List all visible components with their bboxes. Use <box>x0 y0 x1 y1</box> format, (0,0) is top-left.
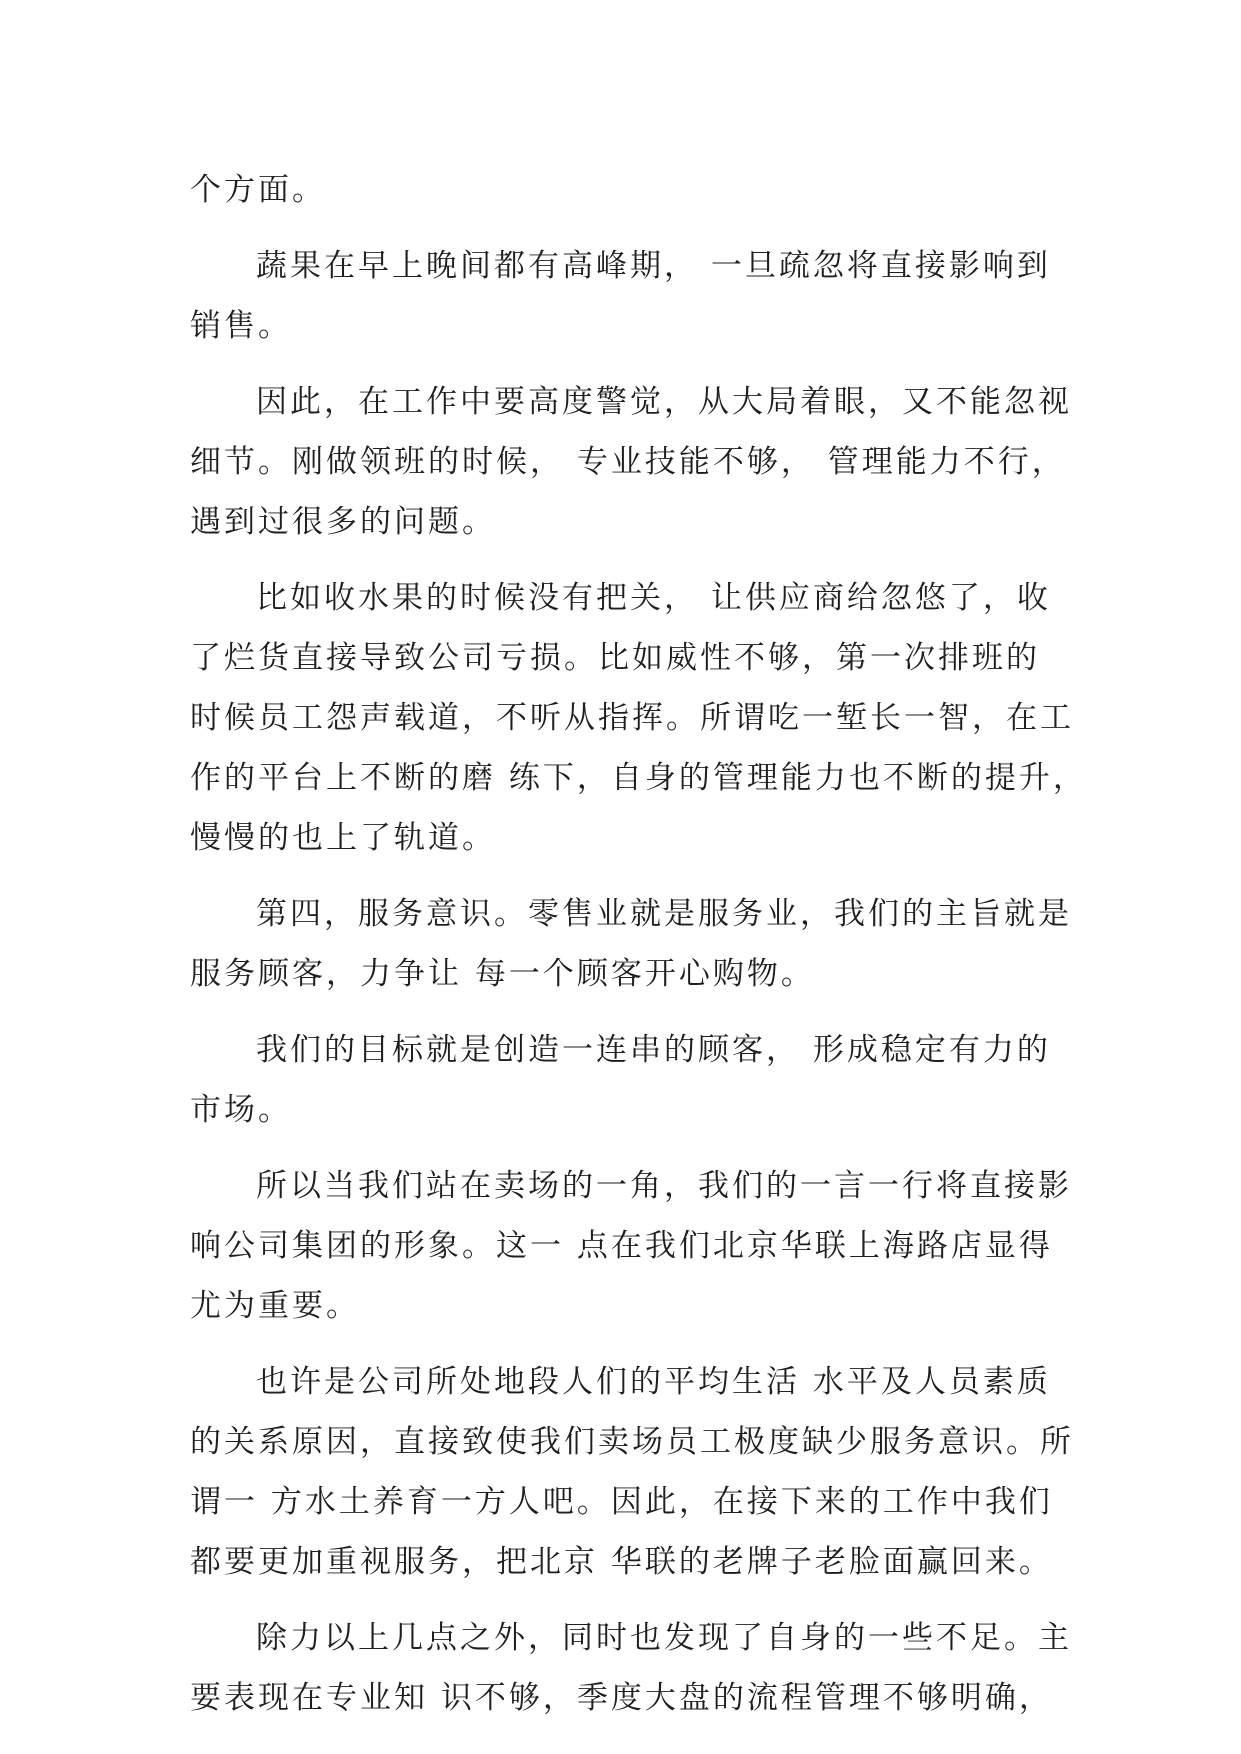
text-line: 市场。 <box>190 1092 292 1128</box>
text-line: 销售。 <box>190 308 292 344</box>
paragraph <box>190 568 1087 868</box>
text-line: 个方面。 <box>190 172 326 208</box>
paragraph <box>190 1608 1070 1728</box>
paragraph <box>190 372 1070 552</box>
text-line: 细节。刚做领班的时候， 专业技能不够， 管理能力不行， <box>190 444 1066 480</box>
text-line: 第四，服务意识。零售业就是服务业，我们的主旨就是 <box>256 896 1072 932</box>
text-line: 慢慢的也上了轨道。 <box>190 820 496 856</box>
text-line: 了烂货直接导致公司亏损。比如威性不够，第一次排班的 <box>190 640 1040 676</box>
paragraph <box>190 160 1070 220</box>
paragraph <box>190 1156 1070 1336</box>
text-line: 尤为重要。 <box>190 1288 360 1324</box>
paragraph <box>190 1020 1070 1140</box>
text-line: 我们的目标就是创造一连串的顾客， 形成稳定有力的 <box>256 1032 1051 1068</box>
paragraph <box>190 884 1070 1004</box>
paragraph <box>190 1352 1074 1592</box>
text-line: 因此，在工作中要高度警觉，从大局着眼，又不能忽视 <box>256 384 1072 420</box>
text-line: 服务顾客，力争让 每一个顾客开心购物。 <box>190 956 815 992</box>
text-line: 的关系原因，直接致使我们卖场员工极度缺少服务意识。所 <box>190 1424 1074 1460</box>
text-line: 要表现在专业知 识不够，季度大盘的流程管理不够明确， <box>190 1680 1053 1716</box>
text-line: 时候员工怨声载道，不听从指挥。所谓吃一堑长一智，在工 <box>190 700 1074 736</box>
paragraph <box>190 236 1070 356</box>
text-line: 谓一 方水土养育一方人吧。因此，在接下来的工作中我们 <box>190 1484 1053 1520</box>
text-line: 蔬果在早上晚间都有高峰期， 一旦疏忽将直接影响到 <box>256 248 1051 284</box>
text-line: 比如收水果的时候没有把关， 让供应商给忽悠了，收 <box>256 580 1051 616</box>
text-line: 所以当我们站在卖场的一角，我们的一言一行将直接影 <box>256 1168 1072 1204</box>
text-line: 响公司集团的形象。这一 点在我们北京华联上海路店显得 <box>190 1228 1053 1264</box>
text-line: 除力以上几点之外，同时也发现了自身的一些不足。主 <box>256 1620 1072 1656</box>
text-line: 作的平台上不断的磨 练下，自身的管理能力也不断的提升， <box>190 760 1087 796</box>
text-line: 都要更加重视服务，把北京 华联的老牌子老脸面赢回来。 <box>190 1544 1053 1580</box>
document-body <box>190 160 1087 1728</box>
text-line: 也许是公司所处地段人们的平均生活 水平及人员素质 <box>256 1364 1051 1400</box>
text-line: 遇到过很多的问题。 <box>190 504 496 540</box>
